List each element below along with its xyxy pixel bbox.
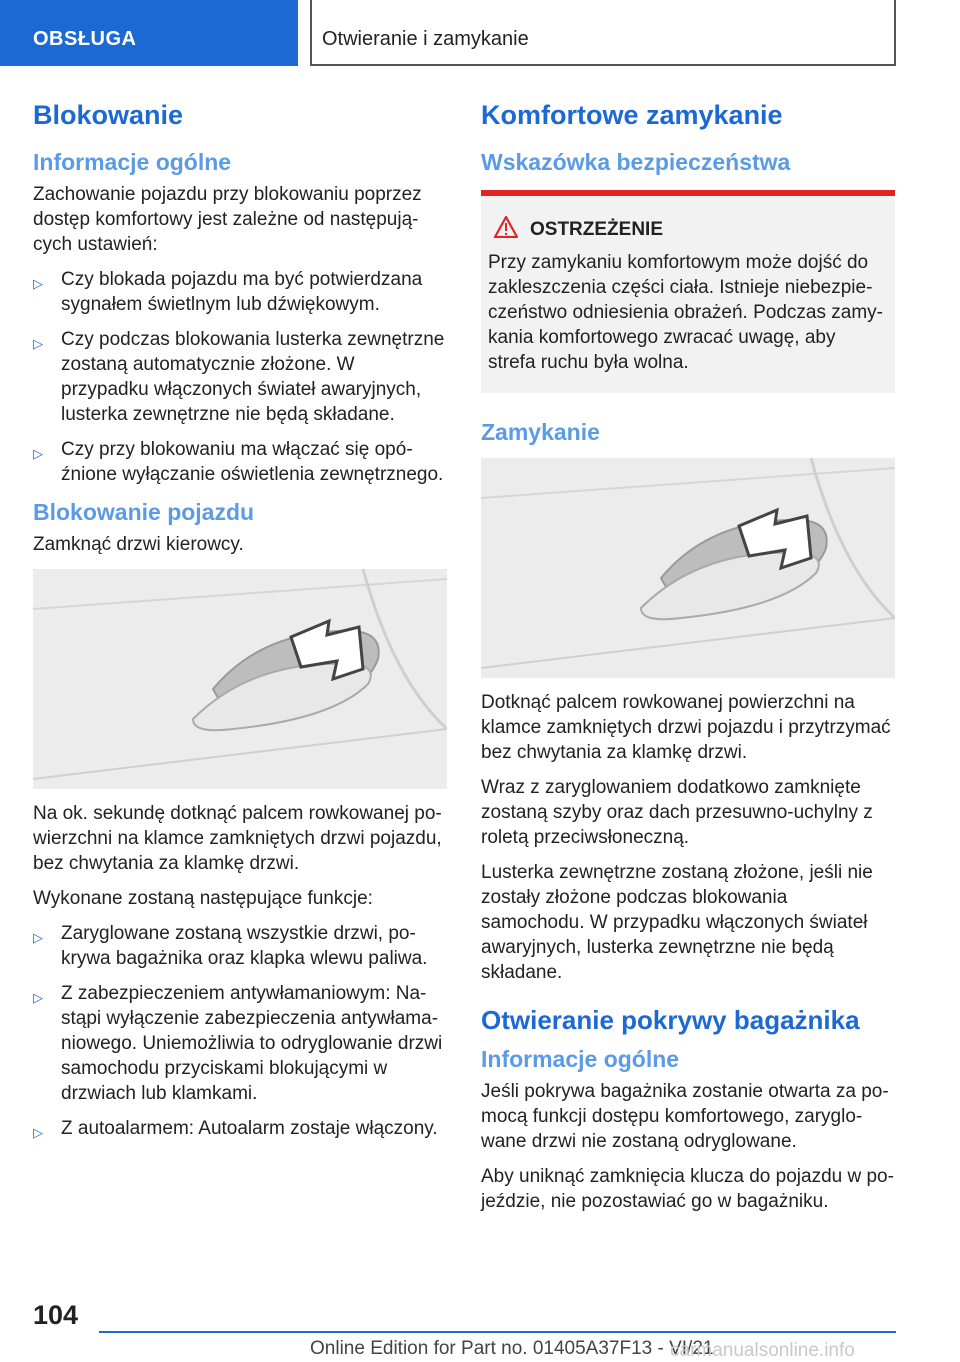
heading-wskazowka-bezpieczenstwa: Wskazówka bezpieczeństwa — [481, 149, 791, 175]
section-tab: OBSŁUGA — [0, 0, 298, 66]
functions-intro: Wykonane zostaną następujące funkcje: — [33, 888, 373, 909]
door-handle-illustration — [481, 458, 895, 678]
warning-triangle-icon — [494, 216, 520, 244]
trunk-p1: Jeśli pokrywa bagażnika zostanie otwarta za pomocą funkcji dostępu komfortowego, zaryglowane drzwi nie zostaną odryglowane. — [481, 1081, 889, 1152]
triangle-right-outline-icon: ▷ — [33, 446, 43, 461]
door-handle-photo-closing — [481, 458, 895, 678]
general-text: Zachowanie pojazdu przy blokowaniu poprzez dostęp komfortowy jest zależne od następujących ustawień: — [33, 184, 422, 255]
page-header — [0, 0, 960, 66]
heading-komfortowe-zamykanie: Komfortowe zamykanie — [481, 100, 783, 130]
warning-box — [481, 190, 895, 393]
door-handle-photo — [33, 569, 447, 789]
heading-informacje-ogolne: Informacje ogólne — [33, 149, 232, 175]
list-item: ▷ Czy podczas blokowania lusterka zewnętrzne zostaną automatycznie złożone. W przypadku włączonych świateł awaryjnych, lusterka zewnętrzne nie będą składane. — [33, 329, 445, 425]
warning-label: OSTRZEŻENIE — [530, 219, 664, 240]
door-handle-illustration — [33, 569, 447, 789]
list-item: ▷ Czy blokada pojazdu ma być potwierdzana sygnałem świetlnym lub dźwiękowym. — [33, 269, 423, 315]
triangle-right-outline-icon: ▷ — [33, 336, 43, 351]
trunk-p2: Aby uniknąć zamknięcia klucza do pojazdu w pojeździe, nie pozostawiać go w bagażniku. — [481, 1166, 894, 1212]
triangle-right-outline-icon: ▷ — [33, 930, 43, 945]
warning-title — [488, 216, 887, 244]
functions-list — [33, 921, 447, 1141]
general-list — [33, 267, 447, 487]
heading-otwieranie-pokrywy: Otwieranie pokrywy bagażnika — [481, 1005, 860, 1035]
list-item: ▷ Z autoalarmem: Autoalarm zostaje włączony. — [33, 1116, 447, 1141]
lock-text: Zamknąć drzwi kierowcy. — [33, 534, 244, 555]
warning-text: Przy zamykaniu komfortowym może dojść do zakleszczenia części ciała. Istnieje niebezpieczeństwo odniesienia obrażeń. Podczas zamykania komfortowego zwracać uwagę, aby strefa ruchu była wolna. — [488, 252, 883, 373]
triangle-right-outline-icon: ▷ — [33, 1125, 43, 1140]
heading-zamykanie: Zamykanie — [481, 419, 600, 445]
right-column — [481, 100, 895, 1224]
heading-blokowanie-pojazdu: Blokowanie pojazdu — [33, 499, 255, 525]
list-item: ▷ Zaryglowane zostaną wszystkie drzwi, pokrywa bagażnika oraz klapka wlewu paliwa. — [33, 923, 428, 969]
page-number: 104 — [33, 1300, 79, 1330]
triangle-right-outline-icon: ▷ — [33, 990, 43, 1005]
closing-p2: Wraz z zaryglowaniem dodatkowo zamknięte zostaną szyby oraz dach przesuwno-uchylny z roletą przeciwsłoneczną. — [481, 777, 873, 848]
heading-informacje-ogolne-bagaznik: Informacje ogólne — [481, 1046, 680, 1072]
after-photo-text: Na ok. sekundę dotknąć palcem rowkowanej powierzchni na klamce zamkniętych drzwi pojazdu, bez chwytania za klamkę drzwi. — [33, 803, 442, 874]
heading-blokowanie: Blokowanie — [33, 100, 184, 130]
list-item: ▷ Z zabezpieczeniem antywłamaniowym: Nastąpi wyłączenie zabezpieczenia antywłamaniowego. Uniemożliwia to odryglowanie drzwi samochodu przyciskami blokującymi w drzwiach lub klamkami. — [33, 983, 443, 1104]
watermark: carmanualsonline.info — [670, 1340, 855, 1361]
list-item: ▷ Czy przy blokowaniu ma włączać się opóźnione wyłączanie oświetlenia zewnętrznego. — [33, 439, 444, 485]
chapter-title: Otwieranie i zamykanie — [312, 0, 896, 66]
left-column — [33, 100, 447, 1153]
footer-rule — [99, 1331, 896, 1333]
triangle-right-outline-icon: ▷ — [33, 276, 43, 291]
edition-text: Online Edition for Part no. 01405A37F13 - VI/21 — [310, 1338, 714, 1359]
closing-p3: Lusterka zewnętrzne zostaną złożone, jeśli nie zostały złożone podczas blokowania samochodu. W przypadku włączonych świateł awaryjnych, lusterka zewnętrzne nie będą składane. — [481, 862, 873, 983]
closing-p1: Dotknąć palcem rowkowanej powierzchni na klamce zamkniętych drzwi pojazdu i przytrzymać bez chwytania za klamkę drzwi. — [481, 692, 891, 763]
